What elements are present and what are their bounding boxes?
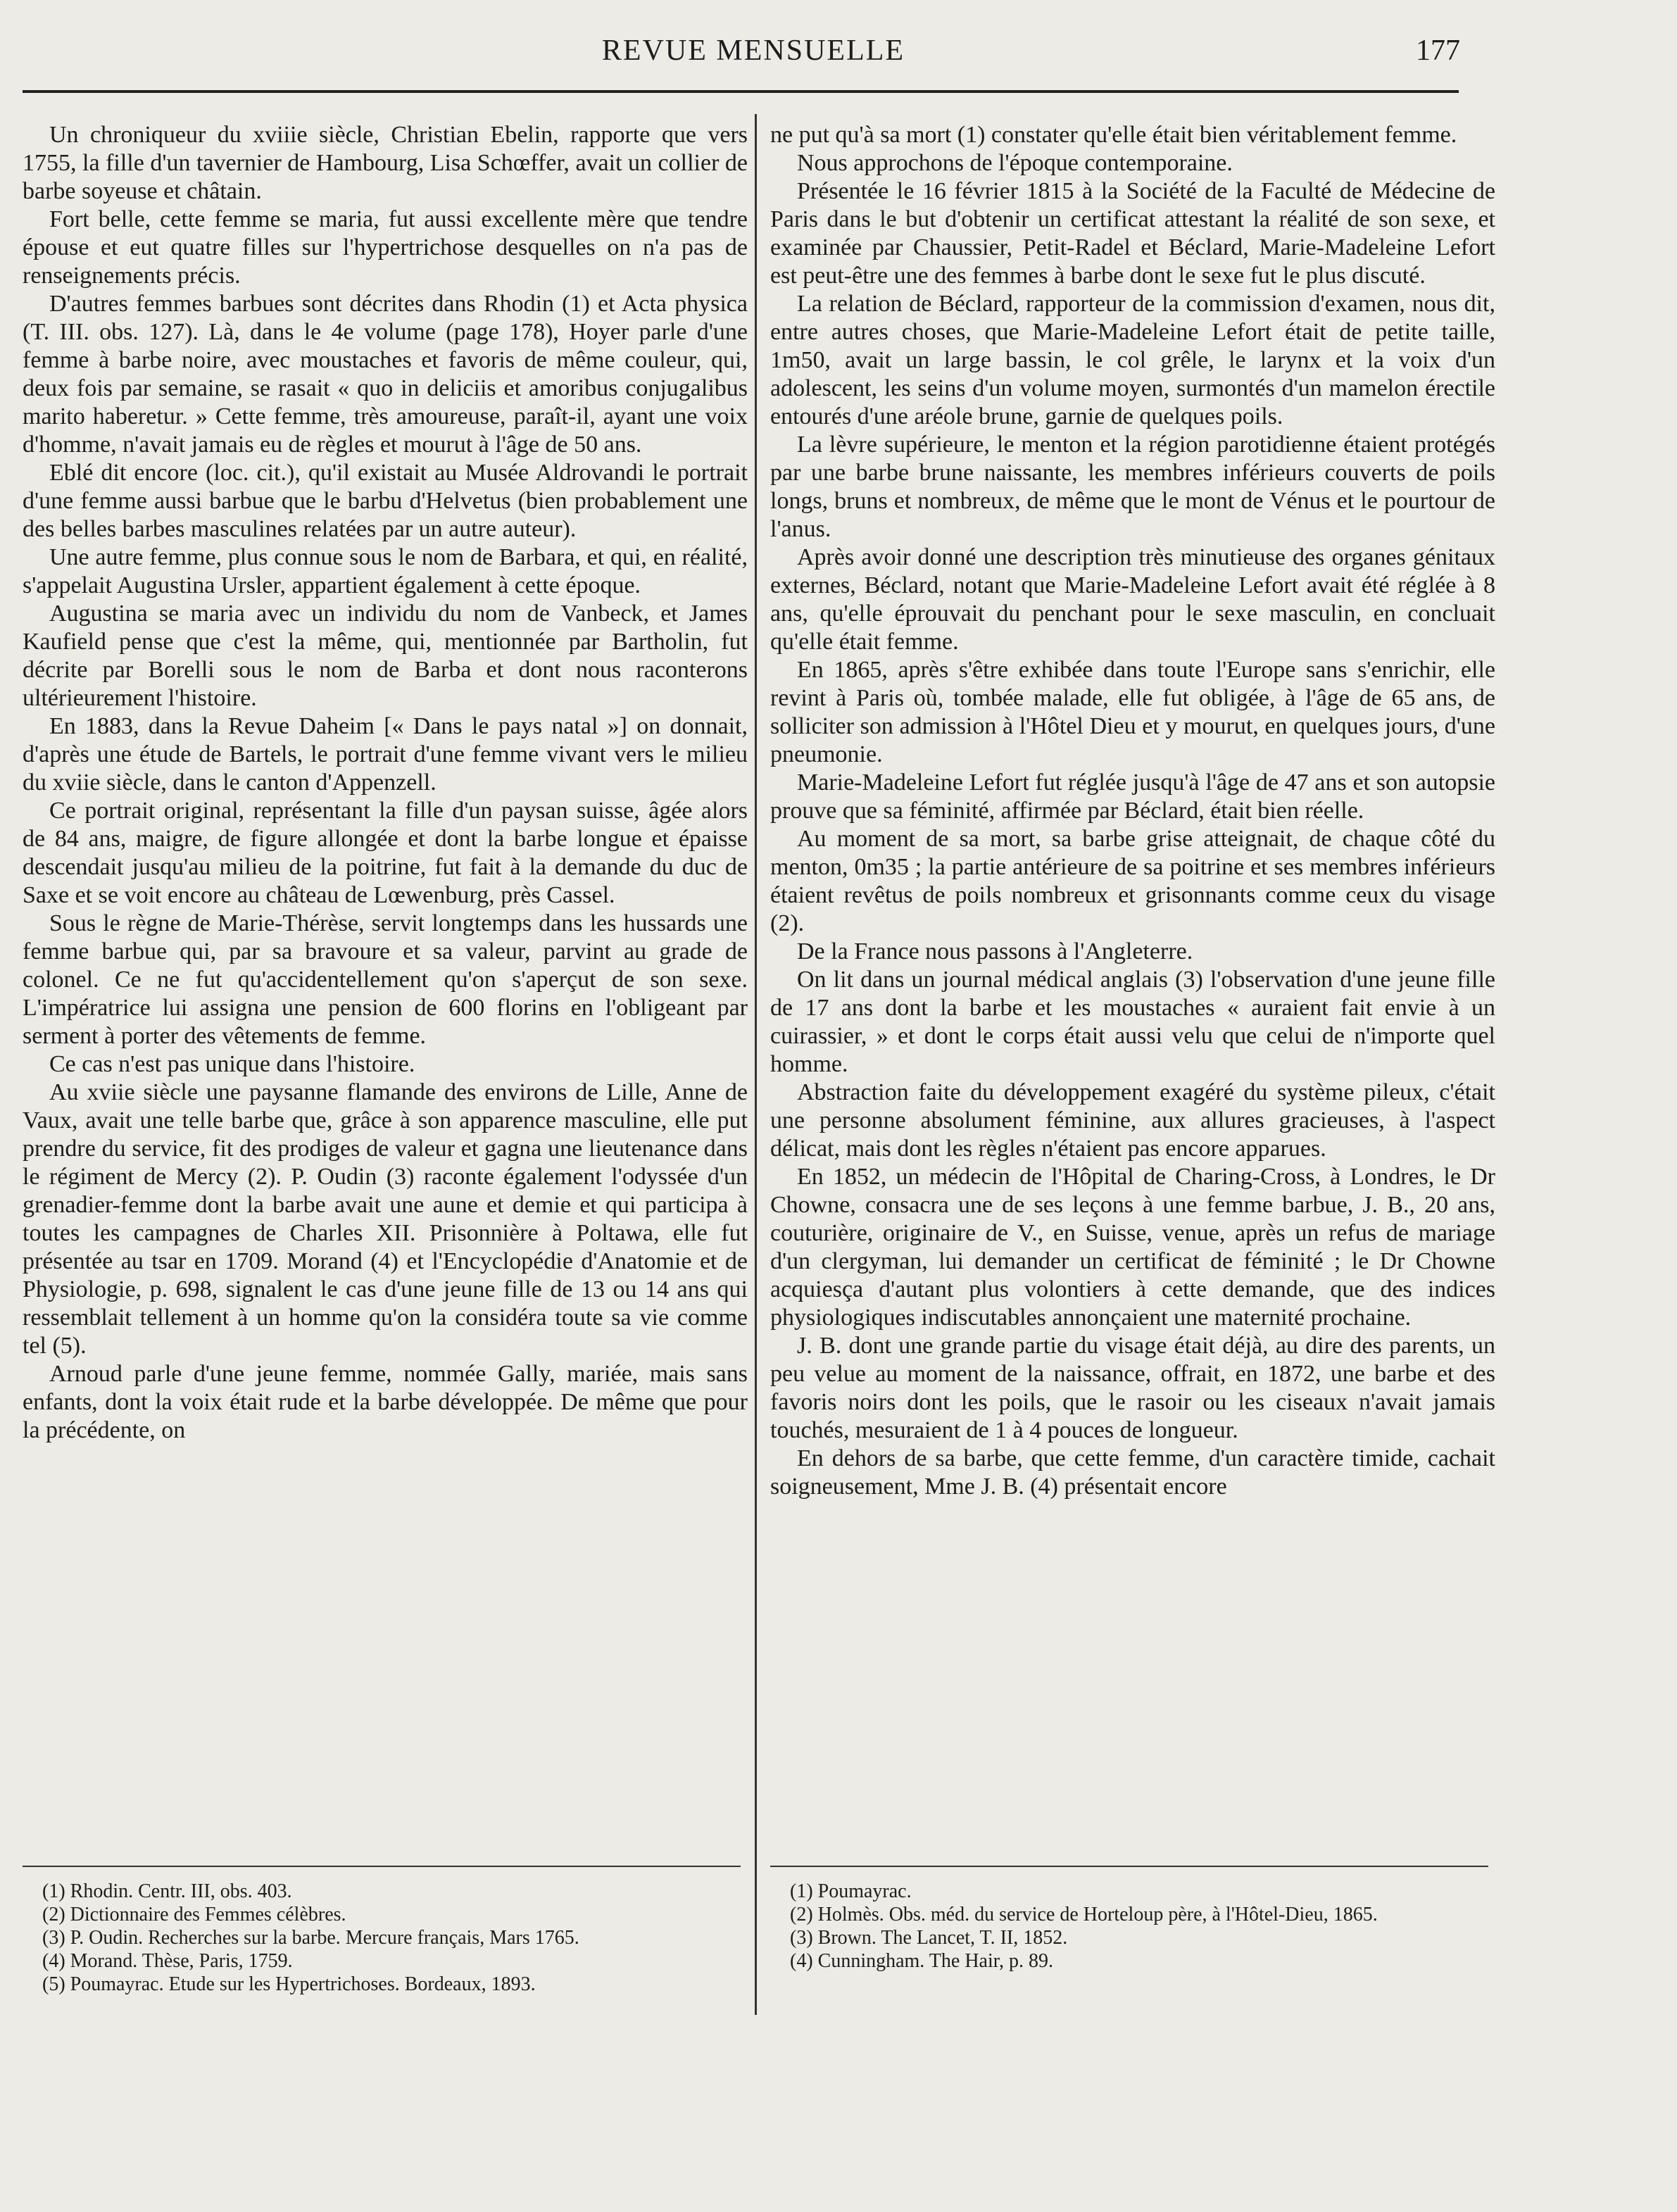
paragraph: Un chroniqueur du xviiie siècle, Christian Ebelin, rapporte que vers 1755, la fille d'un tavernier de Hambourg, Lisa Schœffer, avait un collier de barbe soyeuse et châtain. (23, 122, 748, 204)
paragraph: On lit dans un journal médical anglais (3) l'observation d'une jeune fille de 17 ans dont la barbe et les moustaches « auraient fait envie à un cuirassier, » et dont le corps était aussi velu que celui de n'importe quel homme. (770, 967, 1495, 1077)
footnote: (5) Poumayrac. Etude sur les Hypertrichoses. Bordeaux, 1893. (42, 1973, 536, 1995)
paragraph: Marie-Madeleine Lefort fut réglée jusqu'à l'âge de 47 ans et son autopsie prouve que sa féminité, affirmée par Béclard, était bien réelle. (770, 769, 1495, 824)
paragraph: D'autres femmes barbues sont décrites dans Rhodin (1) et Acta physica (T. III. obs. 127). Là, dans le 4e volume (page 178), Hoyer parle d'une femme à barbe noire, avec moustaches et favoris de même couleur, qui, deux fois par semaine, se rasait « quo in deliciis et amoribus conjugalibus marito haberetur. » Cette femme, très amoureuse, paraît-il, ayant une voix d'homme, n'avait jamais eu de règles et mourut à l'âge de 50 ans. (23, 291, 748, 458)
paragraph: La relation de Béclard, rapporteur de la commission d'examen, nous dit, entre autres choses, que Marie-Madeleine Lefort était de petite taille, 1m50, avait un large bassin, le col grêle, le larynx et la voix d'un adolescent, les seins d'un volume moyen, surmontés d'un mamelon érectile entourés d'une aréole brune, garnie de quelques poils. (770, 291, 1495, 429)
paragraph: Une autre femme, plus connue sous le nom de Barbara, et qui, en réalité, s'appelait Augustina Ursler, appartient également à cette époque. (23, 544, 748, 598)
footnote: (4) Morand. Thèse, Paris, 1759. (42, 1950, 293, 1972)
running-head (0, 34, 1677, 73)
left-column (23, 121, 748, 1839)
paragraph: Sous le règne de Marie-Thérèse, servit longtemps dans les hussards une femme barbue qui, par sa bravoure et sa valeur, parvint au grade de colonel. Ce ne fut qu'accidentellement qu'on s'aperçut de son sexe. L'impératrice lui assigna une pension de 600 florins en l'obligeant par serment à porter des vêtements de femme. (23, 910, 748, 1049)
page-number: 177 (1416, 34, 1460, 67)
paragraph: En 1865, après s'être exhibée dans toute l'Europe sans s'enrichir, elle revint à Paris où, tombée malade, elle fut obligée, à l'âge de 65 ans, de solliciter son admission à l'Hôtel Dieu et y mourut, en quelques jours, d'une pneumonie. (770, 657, 1495, 767)
footnote: (2) Dictionnaire des Femmes célèbres. (42, 1904, 346, 1925)
paragraph: La lèvre supérieure, le menton et la région parotidienne étaient protégés par une barbe brune naissante, les membres inférieurs couverts de poils longs, bruns et nombreux, de même que le mont de Vénus et le pourtour de l'anus. (770, 432, 1495, 542)
paragraph: Présentée le 16 février 1815 à la Société de la Faculté de Médecine de Paris dans le but d'obtenir un certificat attestant la réalité de son sexe, et examinée par Chaussier, Petit-Radel et Béclard, Marie-Madeleine Lefort est peut-être une des femmes à barbe dont le sexe fut le plus discuté. (770, 178, 1495, 289)
paragraph: Ce cas n'est pas unique dans l'histoire. (49, 1051, 415, 1077)
header-rule (23, 90, 1459, 93)
paragraph: Après avoir donné une description très minutieuse des organes génitaux externes, Béclard, notant que Marie-Madeleine Lefort avait été réglée à 8 ans, qu'elle éprouvait du penchant pour le sexe masculin, en concluait qu'elle était femme. (770, 544, 1495, 655)
footnote: (3) Brown. The Lancet, T. II, 1852. (790, 1927, 1068, 1949)
paragraph: Fort belle, cette femme se maria, fut aussi excellente mère que tendre épouse et eut quatre filles sur l'hypertrichose desquelles on n'a pas de renseignements précis. (23, 206, 748, 289)
column-divider (755, 114, 757, 2015)
paragraph: Arnoud parle d'une jeune femme, nommée Gally, mariée, mais sans enfants, dont la voix était rude et la barbe développée. De même que pour la précédente, on (23, 1361, 748, 1443)
paragraph: Nous approchons de l'époque contemporaine. (797, 150, 1233, 176)
paragraph: ne put qu'à sa mort (1) constater qu'elle était bien véritablement femme. (770, 122, 1457, 148)
footnote: (4) Cunningham. The Hair, p. 89. (790, 1950, 1053, 1972)
footnotes-left (23, 1866, 741, 2035)
footnotes-right (770, 1866, 1488, 2035)
paragraph: J. B. dont une grande partie du visage était déjà, au dire des parents, un peu velue au moment de la naissance, offrait, en 1872, une barbe et des favoris noirs dont les poils, que le rasoir ou les ciseaux n'avait jamais touchés, mesuraient de 1 à 4 pouces de longueur. (770, 1333, 1495, 1443)
paragraph: En dehors de sa barbe, que cette femme, d'un caractère timide, cachait soigneusement, Mme J. B. (4) présentait encore (770, 1445, 1495, 1500)
footnote: (1) Rhodin. Centr. III, obs. 403. (42, 1880, 292, 1902)
paragraph: Au xviie siècle une paysanne flamande des environs de Lille, Anne de Vaux, avait une telle barbe que, grâce à son apparence masculine, elle put prendre du service, fit des prodiges de valeur et gagna une lieutenance dans le régiment de Mercy (2). P. Oudin (3) raconte également l'odyssée d'un grenadier-femme dont la barbe avait une aune et demie et qui participa à toutes les campagnes de Charles XII. Prisonnière à Poltawa, elle fut présentée au tsar en 1709. Morand (4) et l'Encyclopédie d'Anatomie et de Physiologie, p. 698, signalent le cas d'une jeune fille de 13 ou 14 ans qui ressemblait tellement à un homme qu'on la considéra toute sa vie comme tel (5). (23, 1079, 748, 1359)
paragraph: Eblé dit encore (loc. cit.), qu'il existait au Musée Aldrovandi le portrait d'une femme aussi barbue que le barbu d'Helvetus (bien probablement une des belles barbes masculines relatées par un autre auteur). (23, 460, 748, 542)
journal-title: REVUE MENSUELLE (601, 34, 905, 67)
paragraph: Ce portrait original, représentant la fille d'un paysan suisse, âgée alors de 84 ans, maigre, de figure allongée et dont la barbe longue et épaisse descendait jusqu'au milieu de la poitrine, fut fait à la demande du duc de Saxe et se voit encore au château de Lœwenburg, près Cassel. (23, 798, 748, 908)
paragraph: Abstraction faite du développement exagéré du système pileux, c'était une personne absolument féminine, aux allures gracieuses, à l'aspect délicat, mais dont les règles n'étaient pas encore apparues. (770, 1079, 1495, 1162)
footnote: (3) P. Oudin. Recherches sur la barbe. Mercure français, Mars 1765. (42, 1927, 579, 1949)
footnote: (1) Poumayrac. (790, 1880, 912, 1902)
right-column (770, 121, 1495, 1839)
paragraph: En 1883, dans la Revue Daheim [« Dans le pays natal »] on donnait, d'après une étude de Bartels, le portrait d'une femme vivant vers le milieu du xviie siècle, dans le canton d'Appenzell. (23, 713, 748, 796)
paragraph: De la France nous passons à l'Angleterre. (797, 938, 1193, 964)
paragraph: En 1852, un médecin de l'Hôpital de Charing-Cross, à Londres, le Dr Chowne, consacra une de ses leçons à une femme barbue, J. B., 20 ans, couturière, originaire de V., en Suisse, venue, après un refus de mariage d'un clergyman, lui demander un certificat de féminité ; le Dr Chowne acquiesça d'autant plus volontiers à cette demande, que des indices physiologiques indiscutables annonçaient une maternité prochaine. (770, 1164, 1495, 1331)
paragraph: Au moment de sa mort, sa barbe grise atteignait, de chaque côté du menton, 0m35 ; la partie antérieure de sa poitrine et ses membres inférieurs étaient revêtus de poils nombreux et grisonnants comme ceux du visage (2). (770, 826, 1495, 936)
footnote: (2) Holmès. Obs. méd. du service de Horteloup père, à l'Hôtel-Dieu, 1865. (790, 1904, 1378, 1925)
paragraph: Augustina se maria avec un individu du nom de Vanbeck, et James Kaufield pense que c'est la même, qui, mentionnée par Bartholin, fut décrite par Borelli sous le nom de Barba et dont nous raconterons ultérieurement l'histoire. (23, 601, 748, 711)
